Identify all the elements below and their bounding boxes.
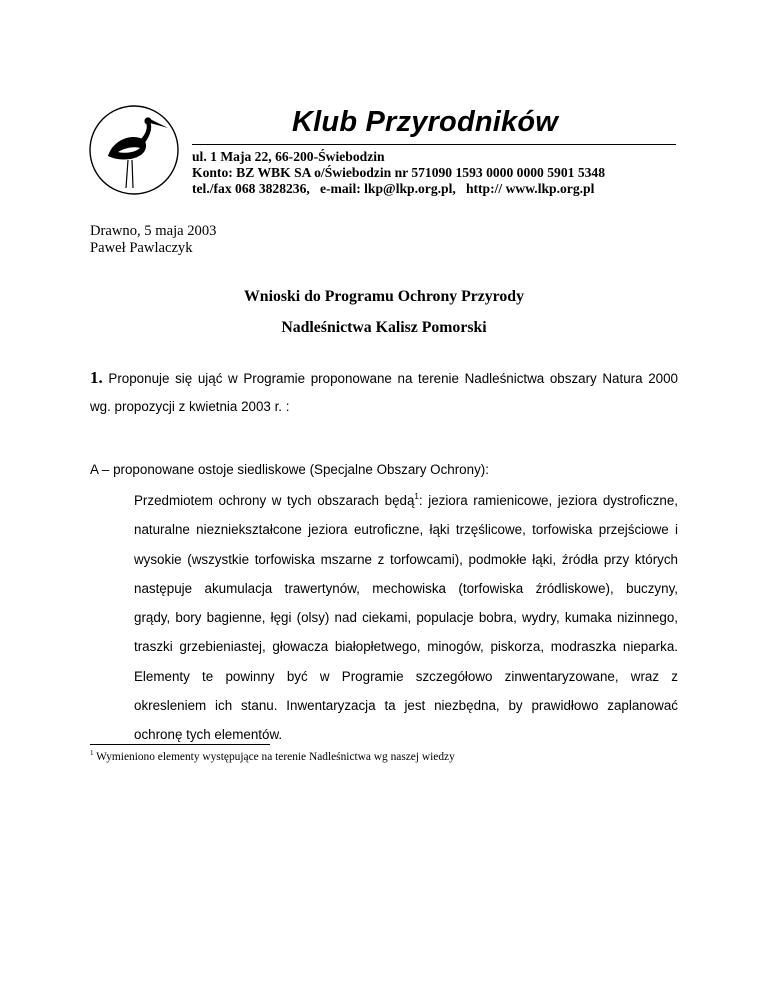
stork-logo: [88, 104, 180, 196]
paragraph-line: wysokie (wszystkie torfowiska mszarne z torfowcami), podmokłe łąki, źródła przy których: [134, 551, 678, 567]
footnote-text: Wymieniono elementy występujące na terenie Nadleśnictwa wg naszej wiedzy: [96, 751, 455, 763]
paragraph-line: naturalne niezniekształcone jeziora eutroficzne, łąki trzęślicowe, torfowiska przejściowe i: [134, 522, 678, 538]
paragraph-text: Przedmiotem ochrony w tych obszarach będą: [134, 493, 415, 508]
point-1-line: wg. propozycji z kwietnia 2003 r. :: [90, 399, 290, 414]
point-1-text: Proponuje się ująć w Programie proponowane na terenie Nadleśnictwa obszary Natura 2000: [108, 371, 678, 386]
address-line: ul. 1 Maja 22, 66-200-Świebodzin: [192, 149, 385, 164]
account-line: Konto: BZ WBK SA o/Świebodzin nr 571090 1593 0000 0000 5901 5348: [192, 165, 606, 180]
paragraph-text: : jeziora ramienicowe, jeziora dystroficzne,: [418, 493, 679, 508]
paragraph-line: ochronę tych elementów.: [134, 727, 283, 743]
paragraph-line: Elementy te powinny być w Programie szczegółowo zinwentaryzowane, wraz z: [134, 668, 678, 684]
section-a-heading: A – proponowane ostoje siedliskowe (Specjalne Obszary Ochrony):: [90, 462, 489, 477]
footnote-mark: 1: [90, 749, 94, 757]
paragraph-line: grądy, bory bagienne, łęgi (olsy) nad ciekami, populacje bobra, wydry, kumaka nizinnego,: [134, 610, 678, 626]
paragraph-line: okresleniem ich stanu. Inwentaryzacja ta jest niezbędna, by prawidłowo zaplanować: [134, 698, 678, 714]
header-rule: [192, 144, 676, 145]
club-name: Klub Przyrodników: [292, 106, 559, 138]
document-subtitle: Nadleśnictwa Kalisz Pomorski: [281, 319, 487, 336]
place-date: Drawno, 5 maja 2003: [90, 223, 217, 239]
paragraph-line: [134, 486, 678, 515]
section-a-paragraph: [134, 486, 678, 750]
footnote-reference[interactable]: 1: [414, 492, 419, 501]
point-1-paragraph: [90, 363, 678, 421]
author: Paweł Pawlaczyk: [90, 240, 193, 256]
paragraph-line: następuje akumulacja trawertynów, mechowiska (torfowiska źródliskowe), buczyny,: [134, 580, 678, 596]
point-1-line: [90, 363, 678, 392]
point-number: 1.: [90, 368, 103, 387]
footnote: [90, 751, 455, 763]
footnote-rule: [90, 744, 270, 745]
contact-line: tel./fax 068 3828236, e-mail: lkp@lkp.org.pl, http:// www.lkp.org.pl: [192, 181, 595, 196]
document-title: Wnioski do Programu Ochrony Przyrody: [244, 288, 524, 305]
paragraph-line: traszki grzebieniastej, głowacza białopłetwego, minogów, piskorza, modraszka nieparka.: [134, 639, 678, 655]
